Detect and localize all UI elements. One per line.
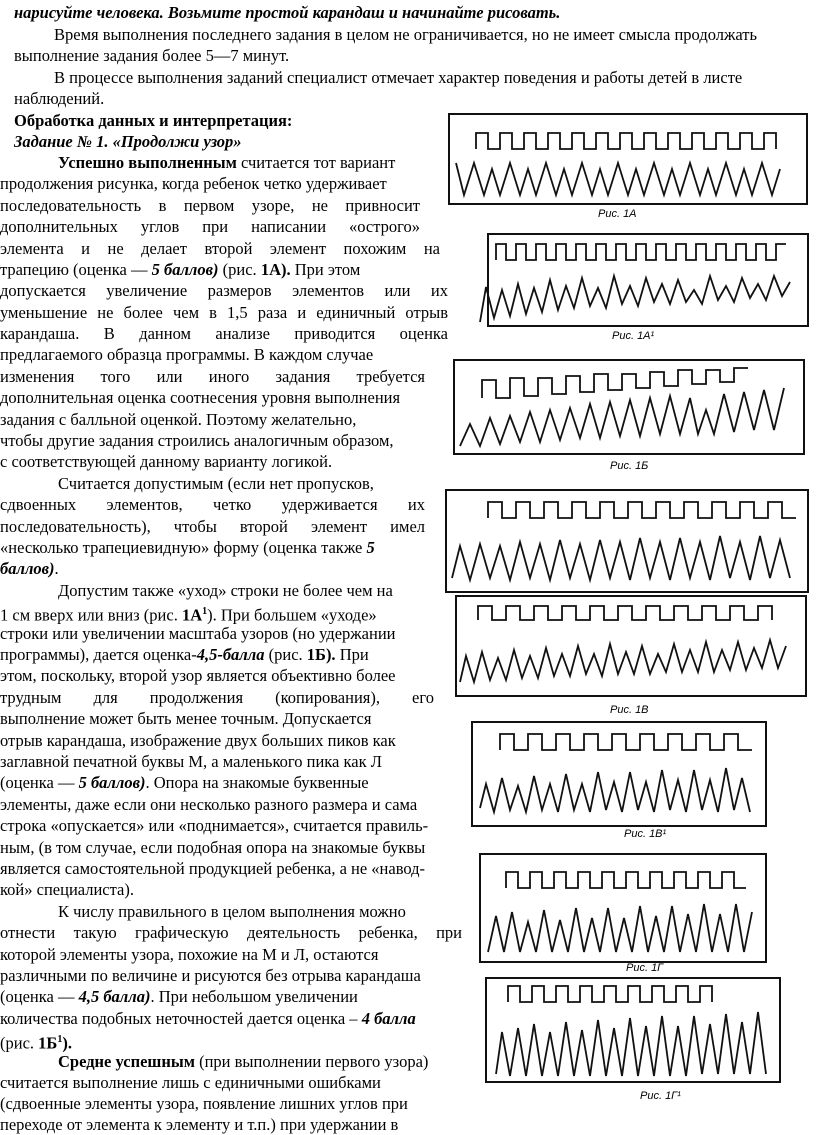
figure-1a1: [466, 232, 812, 332]
intro-line-5: наблюдений.: [14, 89, 105, 108]
figure-1b: [452, 358, 810, 460]
figure-1b-drawing: [452, 358, 810, 460]
p1-line-i: карандаша. В данном анализе приводится оценка: [0, 324, 448, 343]
figure-1a: [448, 113, 810, 209]
figure-1a1-drawing: [466, 232, 812, 332]
figure-1v1-drawing: [470, 720, 770, 830]
intro-line-3: выполнение задания более 5—7 минут.: [14, 46, 290, 65]
p4-line-a: К числу правильного в целом выполнения можно: [58, 902, 406, 921]
figure-1b1-drawing: [444, 488, 812, 596]
p4-line-c: которой элементы узора, похожие на М и Л, остаются: [0, 945, 379, 964]
p1-line-g: допускается увеличение размеров элементов или их: [0, 281, 448, 300]
intro-line-2: Время выполнения последнего задания в целом не ограничивается, но не имеет смысла продолжать: [54, 25, 758, 44]
p5-line-a: Средне успешным (при выполнении первого узора): [58, 1052, 429, 1071]
p4-line-g: (рис. $1Б^1$).: [0, 1033, 72, 1053]
figure-1v-drawing: [454, 594, 812, 704]
figure-1v-caption: Рис. 1В: [610, 704, 649, 716]
p5-line-c: (сдвоенные элементы узора, появление лишних углов при: [0, 1094, 408, 1113]
p2-line-a: Считается допустимым (если нет пропусков,: [58, 474, 374, 493]
figure-1g1: [484, 976, 784, 1086]
p3-line-g: выполнение может быть менее точным. Допускается: [0, 709, 372, 728]
p3-line-h: отрыв карандаша, изображение двух больших пиков как: [0, 731, 396, 750]
p4-line-b: отнести такую графическую деятельность ребенка, при: [0, 923, 462, 942]
figure-1g1-drawing: [484, 976, 784, 1086]
figure-1a-caption: Рис. 1А: [598, 208, 637, 220]
figure-1v1: [470, 720, 770, 830]
figure-1a-drawing: [448, 113, 810, 209]
p3-line-n: является самостоятельной продукцией ребенка, а не «навод-: [0, 859, 426, 878]
figure-1g1-caption: Рис. 1Г¹: [640, 1090, 681, 1102]
p3-line-o: кой» специалиста).: [0, 880, 134, 899]
p3-line-i: заглавной печатной буквы М, а маленького пика как Л: [0, 752, 382, 771]
p3-line-b: 1 см вверх или вниз (рис. $1А^1$). При большем «уходе»: [0, 605, 377, 625]
p1-line-f: трапецию (оценка — 5 баллов) (рис. 1А). При этом: [0, 260, 361, 279]
p1-line-n: чтобы другие задания строились аналогичным образом,: [0, 431, 394, 450]
p1-line-a: Успешно выполненным считается тот вариант: [58, 153, 396, 172]
p4-line-f: количества подобных неточностей дается оценка – 4 балла: [0, 1009, 416, 1028]
p2-line-e: баллов).: [0, 559, 59, 578]
figure-1b1: [444, 488, 812, 596]
p2-line-b: сдвоенных элементов, четко удерживается их: [0, 495, 425, 514]
p3-line-e: этом, поскольку, второй узор является объективно более: [0, 666, 396, 685]
figure-1g: [478, 852, 770, 968]
figure-1v1-caption: Рис. 1В¹: [624, 828, 667, 840]
section-heading: Обработка данных и интерпретация:: [14, 111, 293, 130]
p1-line-j: предлагаемого образца программы. В каждом случае: [0, 345, 374, 364]
p1-line-o: с соответствующей данному варианту логикой.: [0, 452, 333, 471]
p3-line-j: (оценка — 5 баллов). Опора на знакомые буквенные: [0, 773, 369, 792]
p2-line-d: «несколько трапециевидную» форму (оценка также 5: [0, 538, 375, 557]
p5-line-d: переходе от элемента к элементу и т.п.) при удержании в: [0, 1115, 399, 1134]
task-title: Задание № 1. «Продолжи узор»: [14, 132, 242, 151]
p3-line-c: строки или увеличении масштаба узоров (но удержании: [0, 624, 396, 643]
p1-line-k: изменения того или иного задания требуется: [0, 367, 425, 386]
p1-line-b: продолжения рисунка, когда ребенок четко удерживает: [0, 174, 387, 193]
p3-line-d: программы), дается оценка-4,5-балла (рис. 1Б). При: [0, 645, 369, 664]
figure-1g-drawing: [478, 852, 770, 968]
p3-line-f: трудным для продолжения (копирования), его: [0, 688, 434, 707]
p3-line-l: строка «опускается» или «поднимается», считается правиль-: [0, 816, 429, 835]
figure-1g-caption: Рис. 1Г: [626, 962, 664, 974]
p3-line-m: ным, (в том случае, если подобная опора на знакомые буквы: [0, 838, 426, 857]
p1-line-e: элемента и не делает второй элемент похожим на: [0, 239, 440, 258]
p4-line-d: различными по величине и рисуются без отрыва карандаша: [0, 966, 421, 985]
figure-1b-caption: Рис. 1Б: [610, 460, 649, 472]
p1-line-c: последовательность в первом узоре, не привносит: [0, 196, 420, 215]
p1-line-l: дополнительная оценка соотнесения уровня выполнения: [0, 388, 401, 407]
intro-line-1: нарисуйте человека. Возьмите простой карандаш и начинайте рисовать.: [14, 3, 561, 22]
p1-line-h: уменьшение не более чем в 1,5 раза и единичный отрыв: [0, 303, 448, 322]
p2-line-c: последовательность), чтобы второй элемент имел: [0, 517, 425, 536]
figure-1a1-caption: Рис. 1А¹: [612, 330, 655, 342]
p1-line-m: задания с балльной оценкой. Поэтому желательно,: [0, 410, 357, 429]
p1-line-d: дополнительных углов при написании «острого»: [0, 217, 420, 236]
p5-line-b: считается выполнение лишь с единичными ошибками: [0, 1073, 381, 1092]
p3-line-k: элементы, даже если они несколько разного размера и сама: [0, 795, 418, 814]
figure-1v: [454, 594, 812, 704]
intro-line-4: В процессе выполнения заданий специалист отмечает характер поведения и работы детей в листе: [54, 68, 743, 87]
p3-line-a: Допустим также «уход» строки не более чем на: [58, 581, 393, 600]
p4-line-e: (оценка — 4,5 балла). При небольшом увеличении: [0, 987, 358, 1006]
